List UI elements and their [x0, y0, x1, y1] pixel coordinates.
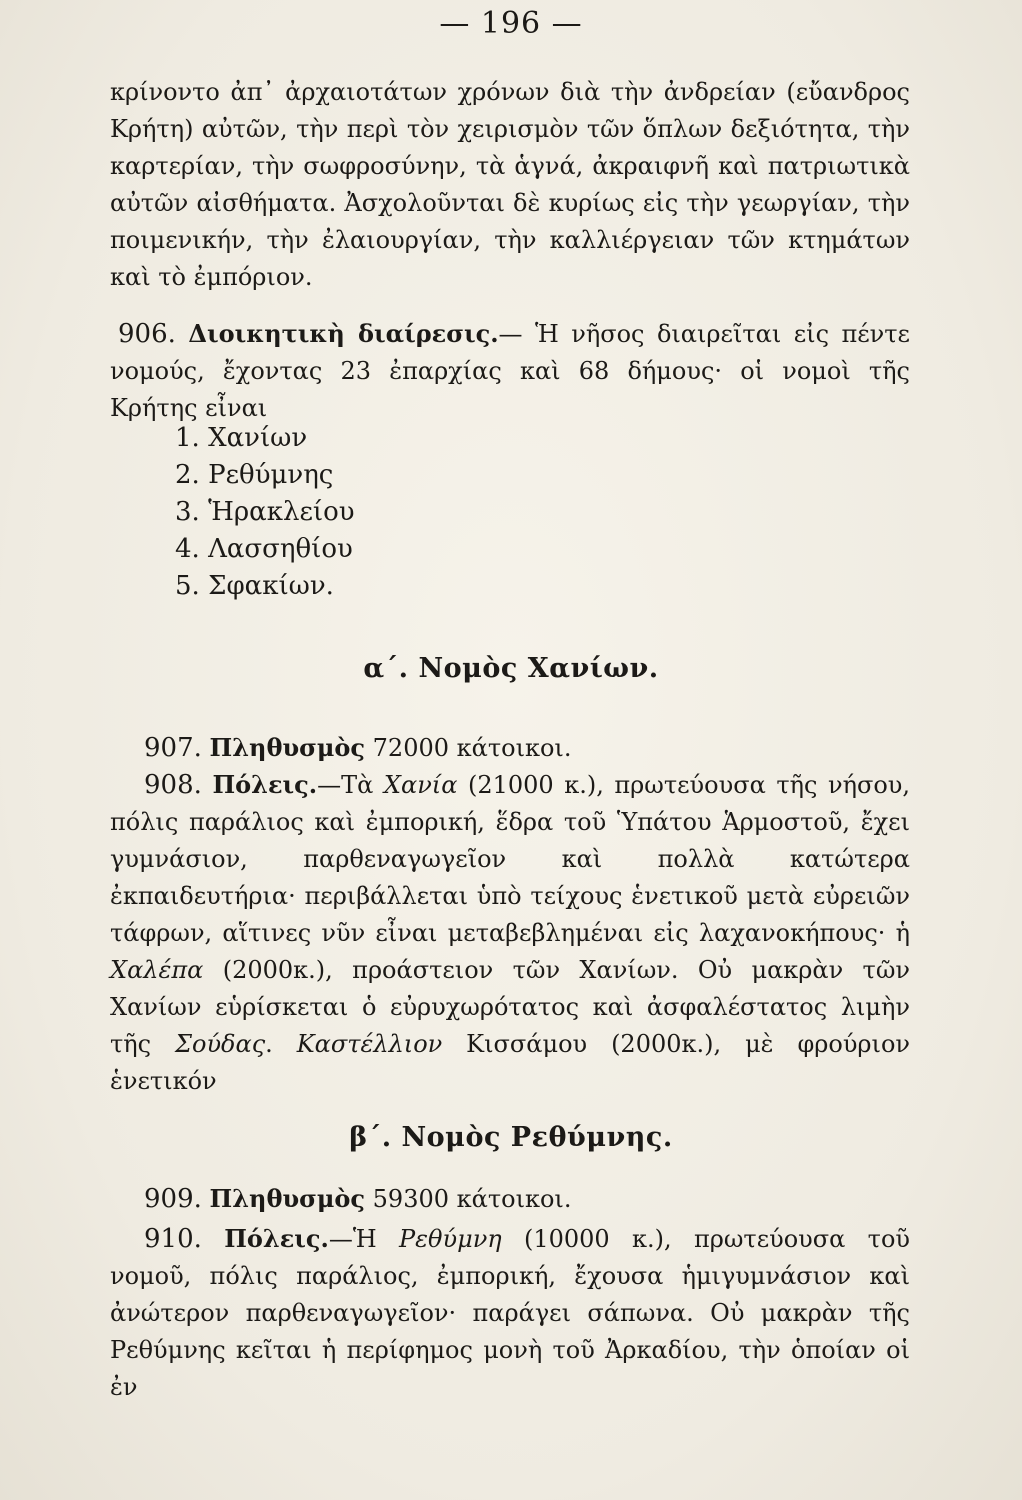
- section-909: [110, 1180, 910, 1218]
- section-908: [110, 766, 910, 1100]
- section-906-text: — Ἡ νῆσος διαιρεῖται εἰς πέντε νομούς, ἔχοντας 23 ἐπαρχίας καὶ 68 δήμους· οἱ νομοὶ τῆς Κρήτης εἶναι: [110, 320, 910, 422]
- section-907-text: 72000 κάτοικοι.: [372, 734, 572, 762]
- list-item: 4. Λασσηθίου: [175, 534, 353, 564]
- section-910-number: 910.: [144, 1224, 202, 1254]
- section-908-text: .: [265, 1030, 297, 1058]
- place-name: Καστέλλιον: [296, 1030, 443, 1058]
- section-910: [110, 1220, 910, 1406]
- section-907-number: 907.: [144, 733, 202, 763]
- nomoi-list: [175, 420, 355, 605]
- section-910-title: Πόλεις.: [224, 1224, 329, 1253]
- place-name: Ρεθύμνη: [399, 1225, 502, 1253]
- list-item: 2. Ρεθύμνης: [175, 460, 334, 490]
- section-906-title: Διοικητικὴ διαίρεσις.: [188, 319, 499, 348]
- section-907: [110, 729, 910, 767]
- section-910-text: (10000 κ.), πρωτεύουσα τοῦ νομοῦ, πόλις παράλιος, ἐμπορική, ἔχουσα ἡμιγυμνάσιον καὶ ἀνώτερον παρθεναγωγεῖον· παράγει σάπωνα. Οὐ μακρὰν τῆς Ρεθύμνης κεῖται ἡ περίφημος μονὴ τοῦ Ἀρκαδίου, τὴν ὁποίαν οἱ ἐν: [110, 1225, 910, 1401]
- section-907-title: Πληθυσμὸς: [209, 733, 366, 762]
- section-910-text: —Ἡ: [328, 1225, 400, 1253]
- section-908-text: (2000κ.), προάστειον τῶν Χανίων. Οὐ μακρὰν τῶν Χανίων εὑρίσκεται ὁ εὐρυχωρότατος καὶ ἀσφαλέστατος λιμὴν τῆς: [110, 956, 910, 1058]
- section-909-title: Πληθυσμὸς: [209, 1184, 366, 1213]
- place-name: Σούδας: [175, 1030, 266, 1058]
- section-909-text: 59300 κάτοικοι.: [372, 1185, 572, 1213]
- page-number: — 196 —: [439, 6, 583, 41]
- heading-nomos-chanion: α΄. Νομὸς Χανίων.: [363, 653, 659, 684]
- section-908-text: —Τὰ: [317, 771, 384, 799]
- place-name: Χανία: [383, 771, 458, 799]
- place-name: Χαλέπα: [110, 956, 204, 984]
- section-906-number: 906.: [118, 319, 176, 349]
- section-908-text: Κισσάμου (2000κ.), μὲ φρούριον ἑνετικόν: [110, 1030, 910, 1095]
- section-908-title: Πόλεις.: [212, 770, 318, 799]
- intro-text: κρίνοντο ἀπ᾽ ἀρχαιοτάτων χρόνων διὰ τὴν ἀνδρείαν (εὔανδρος Κρήτη) αὐτῶν, τὴν περὶ τὸν χειρισμὸν τῶν ὅπλων δεξιότητα, τὴν καρτερίαν, τὴν σωφροσύνην, τὰ ἁγνά, ἀκραιφνῆ καὶ πατριωτικὰ αὐτῶν αἰσθήματα. Ἀσχολοῦνται δὲ κυρίως εἰς τὴν γεωργίαν, τὴν ποιμενικήν, τὴν ἐλαιουργίαν, τὴν καλλιέργειαν τῶν κτημάτων καὶ τὸ ἐμπόριον.: [110, 78, 910, 291]
- section-908-number: 908.: [144, 770, 202, 800]
- section-908-text: (21000 κ.), πρωτεύουσα τῆς νήσου, πόλις παράλιος καὶ ἐμπορική, ἕδρα τοῦ Ὑπάτου Ἁρμοστοῦ, ἔχει γυμνάσιον, παρθεναγωγεῖον καὶ πολλὰ κατώτερα ἐκπαιδευτήρια· περιβάλλεται ὑπὸ τείχους ἑνετικοῦ μετὰ εὐρειῶν τάφρων, αἵτινες νῦν εἶναι μεταβεβλημέναι εἰς λαχανοκήπους· ἡ: [110, 771, 911, 947]
- list-item: 3. Ἡρακλείου: [175, 497, 355, 527]
- intro-paragraph: [110, 74, 910, 296]
- section-906: [110, 315, 910, 427]
- list-item: 1. Χανίων: [175, 423, 308, 453]
- list-item: 5. Σφακίων.: [175, 571, 334, 601]
- heading-nomos-rethymnis: β΄. Νομὸς Ρεθύμνης.: [349, 1122, 673, 1153]
- section-909-number: 909.: [144, 1184, 202, 1214]
